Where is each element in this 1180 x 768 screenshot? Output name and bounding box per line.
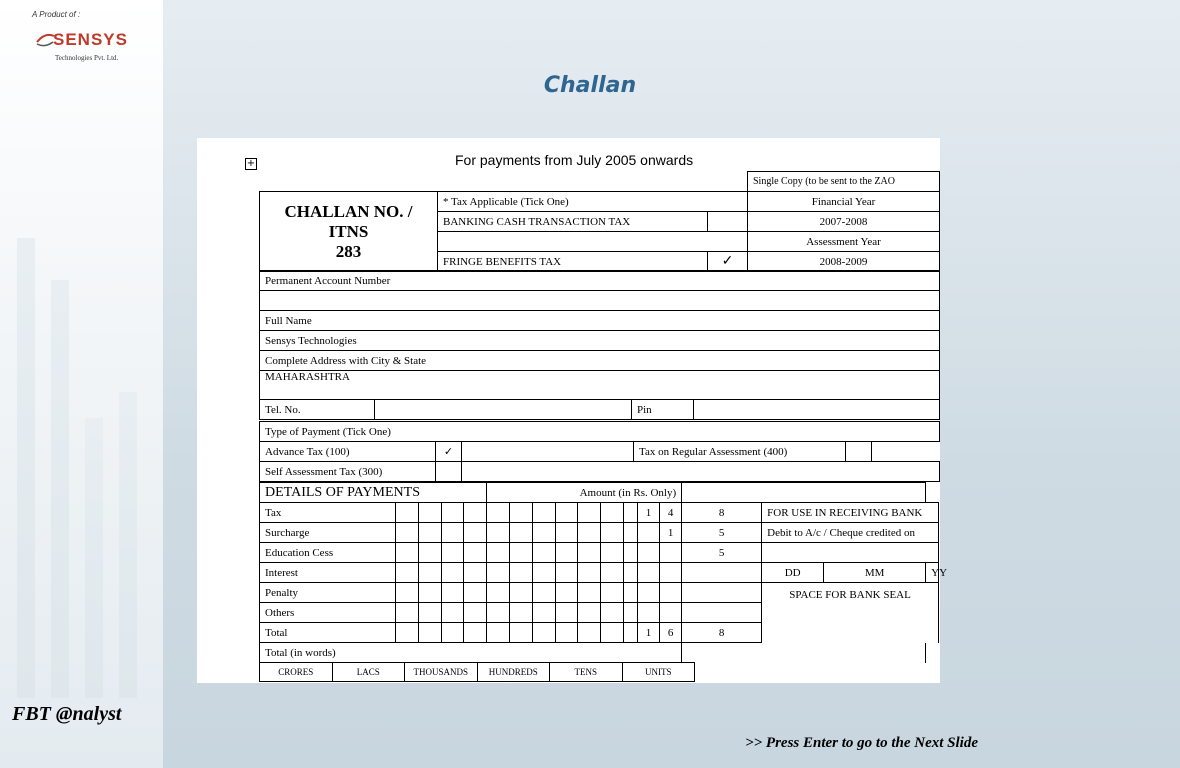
amount-digit-cell[interactable]	[624, 523, 638, 543]
blank-cell	[462, 442, 634, 462]
amount-digit-cell[interactable]	[464, 623, 487, 643]
amount-digit-cell[interactable]	[682, 563, 762, 583]
amount-digit-cell[interactable]	[418, 603, 441, 623]
amount-digit-cell[interactable]	[532, 543, 555, 563]
blank-cell	[872, 442, 940, 462]
amount-digit-cell[interactable]	[601, 603, 624, 623]
amount-digit-cell[interactable]	[601, 523, 624, 543]
amount-digit-cell[interactable]: 1	[660, 523, 682, 543]
amount-digit-cell[interactable]	[555, 523, 578, 543]
amount-digit-cell[interactable]	[441, 563, 464, 583]
address-value[interactable]: MAHARASHTRA	[260, 371, 940, 400]
amount-digit-cell[interactable]	[638, 583, 660, 603]
amount-digit-cell[interactable]	[578, 563, 601, 583]
amount-label: Amount (in Rs. Only)	[487, 483, 682, 503]
amount-digit-cell[interactable]	[660, 603, 682, 623]
assessment-year-label: Assessment Year	[748, 232, 940, 252]
amount-digit-cell[interactable]	[510, 543, 533, 563]
amount-digit-cell[interactable]	[555, 623, 578, 643]
amount-digit-cell[interactable]	[578, 503, 601, 523]
amount-digit-cell[interactable]	[638, 523, 660, 543]
logo-name: SENSYS	[53, 30, 128, 49]
amount-digit-cell[interactable]	[682, 603, 762, 623]
amount-digit-cell[interactable]	[601, 563, 624, 583]
payment-details-table	[259, 482, 948, 663]
assessment-year-value: 2008-2009	[748, 252, 940, 272]
amount-digit-cell[interactable]	[532, 583, 555, 603]
self-assessment-checkbox[interactable]	[436, 462, 462, 482]
amount-digit-cell[interactable]: 5	[682, 543, 762, 563]
amount-digit-cell[interactable]	[396, 563, 419, 583]
tel-field[interactable]	[375, 400, 632, 420]
blank-cell	[438, 232, 748, 252]
decor-bar	[119, 392, 137, 698]
pin-label: Pin	[632, 400, 694, 420]
date-dd: DD	[762, 563, 824, 583]
financial-year-label: Financial Year	[748, 192, 940, 212]
amount-digit-cell[interactable]: 8	[682, 503, 762, 523]
amount-digit-cell[interactable]	[418, 503, 441, 523]
advance-tax-checkbox[interactable]: ✓	[436, 442, 462, 462]
amount-digit-cell[interactable]	[487, 583, 510, 603]
advance-tax-label: Advance Tax (100)	[260, 442, 436, 462]
unit-tens: TENS	[550, 663, 623, 682]
amount-digit-cell[interactable]	[638, 603, 660, 623]
amount-digit-cell[interactable]	[601, 583, 624, 603]
amount-digit-cell[interactable]	[487, 543, 510, 563]
pan-field[interactable]	[260, 291, 940, 311]
amount-digit-cell[interactable]	[441, 603, 464, 623]
amount-digit-cell[interactable]	[418, 583, 441, 603]
amount-digit-cell[interactable]	[418, 623, 441, 643]
full-name-label: Full Name	[260, 311, 940, 331]
tel-label: Tel. No.	[260, 400, 375, 420]
challan-line2: ITNS	[328, 221, 369, 241]
pan-label: Permanent Account Number	[260, 271, 940, 291]
amount-digit-cell[interactable]	[487, 523, 510, 543]
amount-digit-cell[interactable]	[638, 563, 660, 583]
amount-digit-cell[interactable]: 4	[660, 503, 682, 523]
amount-digit-cell[interactable]: 6	[660, 623, 682, 643]
bank-use-cell: Debit to A/c / Cheque credited on	[762, 523, 939, 543]
single-copy: Single Copy (to be sent to the ZAO	[748, 172, 940, 192]
amount-digit-cell[interactable]	[487, 503, 510, 523]
amount-digit-cell[interactable]	[532, 503, 555, 523]
identity-table	[259, 270, 940, 420]
amount-digit-cell[interactable]: 8	[682, 623, 762, 643]
date-mm: MM	[824, 563, 926, 583]
amount-digit-cell[interactable]	[464, 603, 487, 623]
financial-year-value: 2007-2008	[748, 212, 940, 232]
slide-title: Challan	[543, 73, 637, 98]
fringe-tax-checkbox[interactable]: ✓	[708, 252, 748, 272]
amount-digit-cell[interactable]	[578, 523, 601, 543]
challan-number-block	[260, 192, 438, 272]
unit-crores: CRORES	[260, 663, 333, 682]
bank-use-cell: SPACE FOR BANK SEAL	[762, 583, 939, 643]
amount-digit-cell[interactable]	[441, 583, 464, 603]
payment-row-label: Surcharge	[260, 523, 396, 543]
amount-digit-cell[interactable]	[487, 563, 510, 583]
amount-digit-cell[interactable]	[624, 563, 638, 583]
full-name-value[interactable]: Sensys Technologies	[260, 331, 940, 351]
banking-tax-checkbox[interactable]	[708, 212, 748, 232]
amount-digit-cell[interactable]	[578, 543, 601, 563]
tax-applicable-label: * Tax Applicable (Tick One)	[438, 192, 748, 212]
amount-digit-cell[interactable]	[532, 603, 555, 623]
amount-digit-cell[interactable]	[510, 563, 533, 583]
payment-row-label: Total	[260, 623, 396, 643]
amount-digit-cell[interactable]	[624, 603, 638, 623]
amount-digit-cell[interactable]	[418, 523, 441, 543]
fringe-tax-label: FRINGE BENEFITS TAX	[438, 252, 708, 272]
total-words-label: Total (in words)	[260, 643, 682, 663]
left-panel	[0, 0, 163, 768]
decor-bar	[17, 238, 35, 698]
payment-row-label: Education Cess	[260, 543, 396, 563]
amount-digit-cell[interactable]	[464, 523, 487, 543]
payment-row-label: Tax	[260, 503, 396, 523]
amount-digit-cell[interactable]	[396, 603, 419, 623]
move-handle-icon: +	[246, 158, 256, 169]
amount-digit-cell[interactable]	[601, 543, 624, 563]
amount-digit-cell[interactable]	[555, 543, 578, 563]
units-table	[259, 662, 695, 682]
amount-digit-cell[interactable]	[396, 623, 419, 643]
amount-digit-cell[interactable]	[601, 503, 624, 523]
bank-use-cell: FOR USE IN RECEIVING BANK	[762, 503, 939, 523]
unit-units: UNITS	[622, 663, 695, 682]
amount-digit-cell[interactable]	[578, 623, 601, 643]
pin-field[interactable]	[694, 400, 940, 420]
amount-digit-cell[interactable]	[396, 503, 419, 523]
payment-row-label: Others	[260, 603, 396, 623]
amount-digit-cell[interactable]	[464, 543, 487, 563]
amount-digit-cell[interactable]: 1	[638, 503, 660, 523]
amount-digit-cell[interactable]	[578, 603, 601, 623]
decor-bar	[85, 418, 103, 698]
amount-digit-cell[interactable]	[418, 563, 441, 583]
amount-digit-cell[interactable]	[441, 623, 464, 643]
blank-cell	[462, 462, 940, 482]
amount-digit-cell[interactable]	[624, 543, 638, 563]
amount-digit-cell[interactable]	[464, 563, 487, 583]
challan-line3: 283	[335, 241, 362, 261]
amount-digit-cell[interactable]	[396, 523, 419, 543]
amount-digit-cell[interactable]	[601, 623, 624, 643]
amount-digit-cell[interactable]	[660, 543, 682, 563]
amount-digit-cell[interactable]	[624, 583, 638, 603]
amount-digit-cell[interactable]	[418, 543, 441, 563]
amount-digit-cell[interactable]	[441, 503, 464, 523]
amount-digit-cell[interactable]	[487, 603, 510, 623]
blank-cell	[682, 483, 926, 503]
regular-assessment-checkbox[interactable]	[846, 442, 872, 462]
amount-digit-cell[interactable]	[510, 523, 533, 543]
amount-digit-cell[interactable]	[510, 623, 533, 643]
regular-assessment-label: Tax on Regular Assessment (400)	[634, 442, 846, 462]
payment-type-table	[259, 421, 940, 482]
amount-digit-cell[interactable]	[624, 623, 638, 643]
address-label: Complete Address with City & State	[260, 351, 940, 371]
amount-digit-cell[interactable]	[510, 583, 533, 603]
amount-digit-cell[interactable]	[396, 583, 419, 603]
amount-digit-cell[interactable]: 1	[638, 623, 660, 643]
amount-digit-cell[interactable]	[682, 583, 762, 603]
amount-digit-cell[interactable]	[441, 523, 464, 543]
amount-digit-cell[interactable]	[555, 603, 578, 623]
amount-digit-cell[interactable]	[532, 563, 555, 583]
amount-digit-cell[interactable]	[464, 583, 487, 603]
banking-tax-label: BANKING CASH TRANSACTION TAX	[438, 212, 708, 232]
sensys-swoosh-icon	[35, 32, 55, 48]
amount-digit-cell[interactable]: 5	[682, 523, 762, 543]
amount-digit-cell[interactable]	[660, 563, 682, 583]
amount-digit-cell[interactable]	[532, 623, 555, 643]
amount-digit-cell[interactable]	[624, 503, 638, 523]
logo-subtitle: Technologies Pvt. Ltd.	[55, 54, 119, 62]
next-slide-hint[interactable]: >> Press Enter to go to the Next Slide	[745, 735, 978, 751]
payment-row-label: Penalty	[260, 583, 396, 603]
amount-digit-cell[interactable]	[532, 523, 555, 543]
challan-form-table	[259, 171, 940, 272]
amount-digit-cell[interactable]	[464, 503, 487, 523]
amount-digit-cell[interactable]	[487, 623, 510, 643]
footer-brand: FBT @nalyst	[12, 703, 122, 725]
amount-digit-cell[interactable]	[396, 543, 419, 563]
unit-thousands: THOUSANDS	[405, 663, 478, 682]
unit-hundreds: HUNDREDS	[477, 663, 550, 682]
unit-lacs: LACS	[332, 663, 405, 682]
details-label: DETAILS OF PAYMENTS	[260, 483, 487, 503]
company-logo	[25, 4, 137, 70]
payment-row-label: Interest	[260, 563, 396, 583]
blank-cell	[682, 643, 926, 663]
amount-digit-cell[interactable]	[555, 563, 578, 583]
amount-digit-cell[interactable]	[510, 603, 533, 623]
decor-bar	[51, 280, 69, 698]
amount-digit-cell[interactable]	[660, 583, 682, 603]
challan-line1: CHALLAN NO. /	[284, 201, 413, 221]
amount-digit-cell[interactable]	[555, 583, 578, 603]
blank-cell	[260, 172, 748, 192]
amount-digit-cell[interactable]	[510, 503, 533, 523]
amount-digit-cell[interactable]	[441, 543, 464, 563]
date-yy: YY	[926, 563, 939, 583]
bank-use-cell	[762, 543, 939, 563]
amount-digit-cell[interactable]	[578, 583, 601, 603]
self-assessment-label: Self Assessment Tax (300)	[260, 462, 436, 482]
payment-type-label: Type of Payment (Tick One)	[260, 422, 940, 442]
form-subheading: For payments from July 2005 onwards	[455, 152, 694, 168]
amount-digit-cell[interactable]	[638, 543, 660, 563]
logo-product-of: A Product of :	[32, 10, 81, 19]
amount-digit-cell[interactable]	[555, 503, 578, 523]
challan-document	[197, 138, 948, 683]
